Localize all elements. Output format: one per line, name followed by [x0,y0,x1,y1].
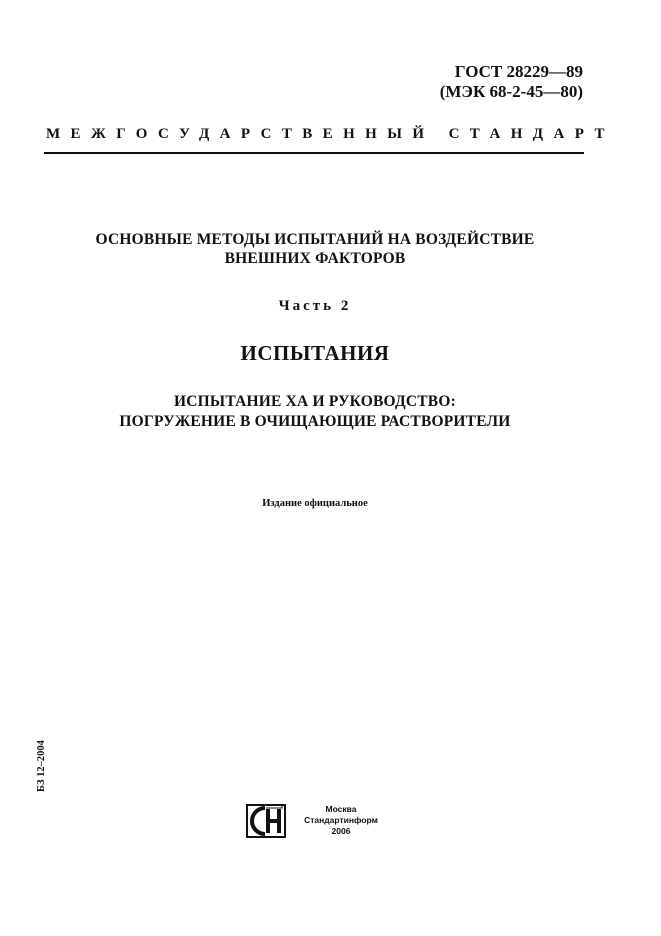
publisher-info [296,804,386,837]
standartinform-logo-icon [246,804,286,838]
publisher-name: Стандартинформ [304,815,378,825]
title-line-2: ВНЕШНИХ ФАКТОРОВ [224,250,406,267]
document-subtitle [0,392,630,432]
part-label: Часть 2 [278,298,352,314]
document-title [0,230,630,268]
gost-identifier [440,62,583,102]
header-divider [44,152,584,154]
publisher-block [246,804,406,844]
iec-number: (МЭК 68-2-45—80) [439,82,583,101]
standard-type-heading: МЕЖГОСУДАРСТВЕННЫЙ СТАНДАРТ [46,126,615,142]
title-line-1: ОСНОВНЫЕ МЕТОДЫ ИСПЫТАНИЙ НА ВОЗДЕЙСТВИЕ [95,231,535,248]
side-code: БЗ 12–2004 [36,740,47,792]
section-title: ИСПЫТАНИЯ [240,341,390,365]
subtitle-line-1: ИСПЫТАНИЕ ХА И РУКОВОДСТВО: [174,393,456,410]
gost-number: ГОСТ 28229—89 [454,62,583,81]
edition-label: Издание официальное [262,498,368,509]
publisher-year: 2006 [331,826,351,836]
subtitle-line-2: ПОГРУЖЕНИЕ В ОЧИЩАЮЩИЕ РАСТВОРИТЕЛИ [119,413,511,430]
publisher-city: Москва [325,804,357,814]
